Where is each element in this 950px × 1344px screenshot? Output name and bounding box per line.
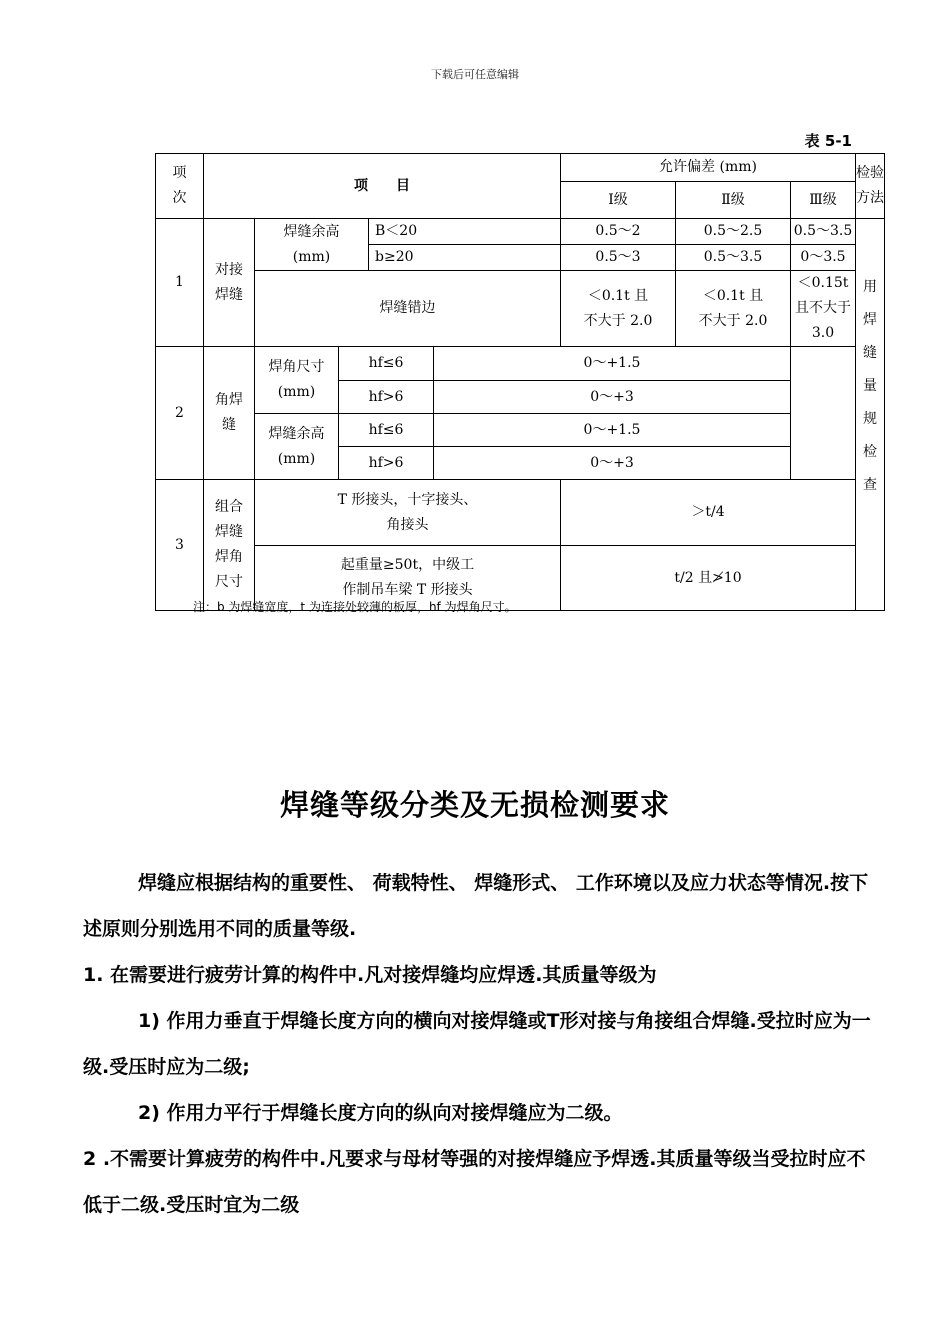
r2-reinforcement: 焊缝余高 (mm)	[255, 414, 339, 480]
table-label: 表 5-1	[804, 132, 852, 150]
inspection-method: 用 焊 缝 量 规 检 查	[856, 219, 885, 611]
header-item: 项 目	[204, 154, 561, 219]
r1-seq: 1	[156, 219, 204, 347]
r2-seq: 2	[156, 347, 204, 480]
r1-c2-grade2: 0.5～3.5	[676, 245, 791, 271]
r1-c2-grade1: 0.5～3	[561, 245, 676, 271]
paragraph-item-1: 1. 在需要进行疲劳计算的构件中.凡对接焊缝均应焊透.其质量等级为	[83, 964, 657, 986]
r2-reinf-cond-1: hf≤6	[339, 414, 434, 447]
header-method: 检验 方法	[856, 154, 885, 219]
header-grade-3: Ⅲ级	[791, 182, 856, 219]
paragraph-intro: 焊缝应根据结构的重要性、 荷载特性、 焊缝形式、 工作环境以及应力状态等情况.按下述原则分别选用不同的质量等级.	[83, 872, 869, 940]
header-seq: 项 次	[156, 154, 204, 219]
r3-joint-b-value: t/2 且≯10	[561, 546, 856, 611]
header-note: 下载后可任意编辑	[431, 68, 519, 81]
r2-leg-cond-2: hf>6	[339, 381, 434, 414]
r3-type: 组合 焊缝 焊角 尺寸	[204, 480, 255, 611]
r2-leg-value-2: 0～+3	[434, 381, 791, 414]
r1-mis-grade2: ＜0.1t 且 不大于 2.0	[676, 271, 791, 347]
table-footnote: 注：b 为焊缝宽度，t 为连接处较薄的板厚，hf 为焊角尺寸。	[193, 600, 517, 614]
r3-seq: 3	[156, 480, 204, 611]
r2-leg-value-1: 0～+1.5	[434, 347, 791, 381]
r1-mis-grade1: ＜0.1t 且 不大于 2.0	[561, 271, 676, 347]
r2-reinf-value-2: 0～+3	[434, 447, 791, 480]
r2-reinf-value-1: 0～+1.5	[434, 414, 791, 447]
r2-leg-size: 焊角尺寸 (mm)	[255, 347, 339, 414]
r3-joint-b: 起重量≥50t，中级工 作制吊车梁 T 形接头	[255, 546, 561, 611]
r2-reinf-cond-2: hf>6	[339, 447, 434, 480]
header-tolerance: 允许偏差 (mm)	[561, 154, 856, 182]
r1-type: 对接 焊缝	[204, 219, 255, 347]
paragraph-item-1-1: 1) 作用力垂直于焊缝长度方向的横向对接焊缝或T形对接与角接组合焊缝.受拉时应为一级.受压时应为二级;	[83, 1010, 871, 1078]
r1-mis-grade3: ＜0.15t 且不大于 3.0	[791, 271, 856, 347]
r1-c1-grade3: 0.5～3.5	[791, 219, 856, 245]
body-text	[83, 860, 873, 1228]
header-grade-1: Ⅰ级	[561, 182, 676, 219]
r1-cond-2: b≥20	[369, 245, 561, 271]
r1-cond-1: B＜20	[369, 219, 561, 245]
r2-leg-cond-1: hf≤6	[339, 347, 434, 381]
section-title: 焊缝等级分类及无损检测要求	[279, 788, 670, 822]
r1-reinforcement: 焊缝余高 (mm)	[255, 219, 369, 271]
r1-c2-grade3: 0～3.5	[791, 245, 856, 271]
paragraph-item-1-2: 2) 作用力平行于焊缝长度方向的纵向对接焊缝应为二级。	[138, 1102, 623, 1124]
header-grade-2: Ⅱ级	[676, 182, 791, 219]
r2-type: 角焊 缝	[204, 347, 255, 480]
r1-c1-grade1: 0.5～2	[561, 219, 676, 245]
paragraph-item-2: 2 .不需要计算疲劳的构件中.凡要求与母材等强的对接焊缝应予焊透.其质量等级当受拉时应不低于二级.受压时宜为二级	[83, 1148, 866, 1216]
r3-joint-a: T 形接头，十字接头、 角接头	[255, 480, 561, 546]
tolerance-table	[155, 153, 885, 611]
r3-joint-a-value: ＞t/4	[561, 480, 856, 546]
r1-c1-grade2: 0.5～2.5	[676, 219, 791, 245]
r1-misalignment: 焊缝错边	[255, 271, 561, 347]
